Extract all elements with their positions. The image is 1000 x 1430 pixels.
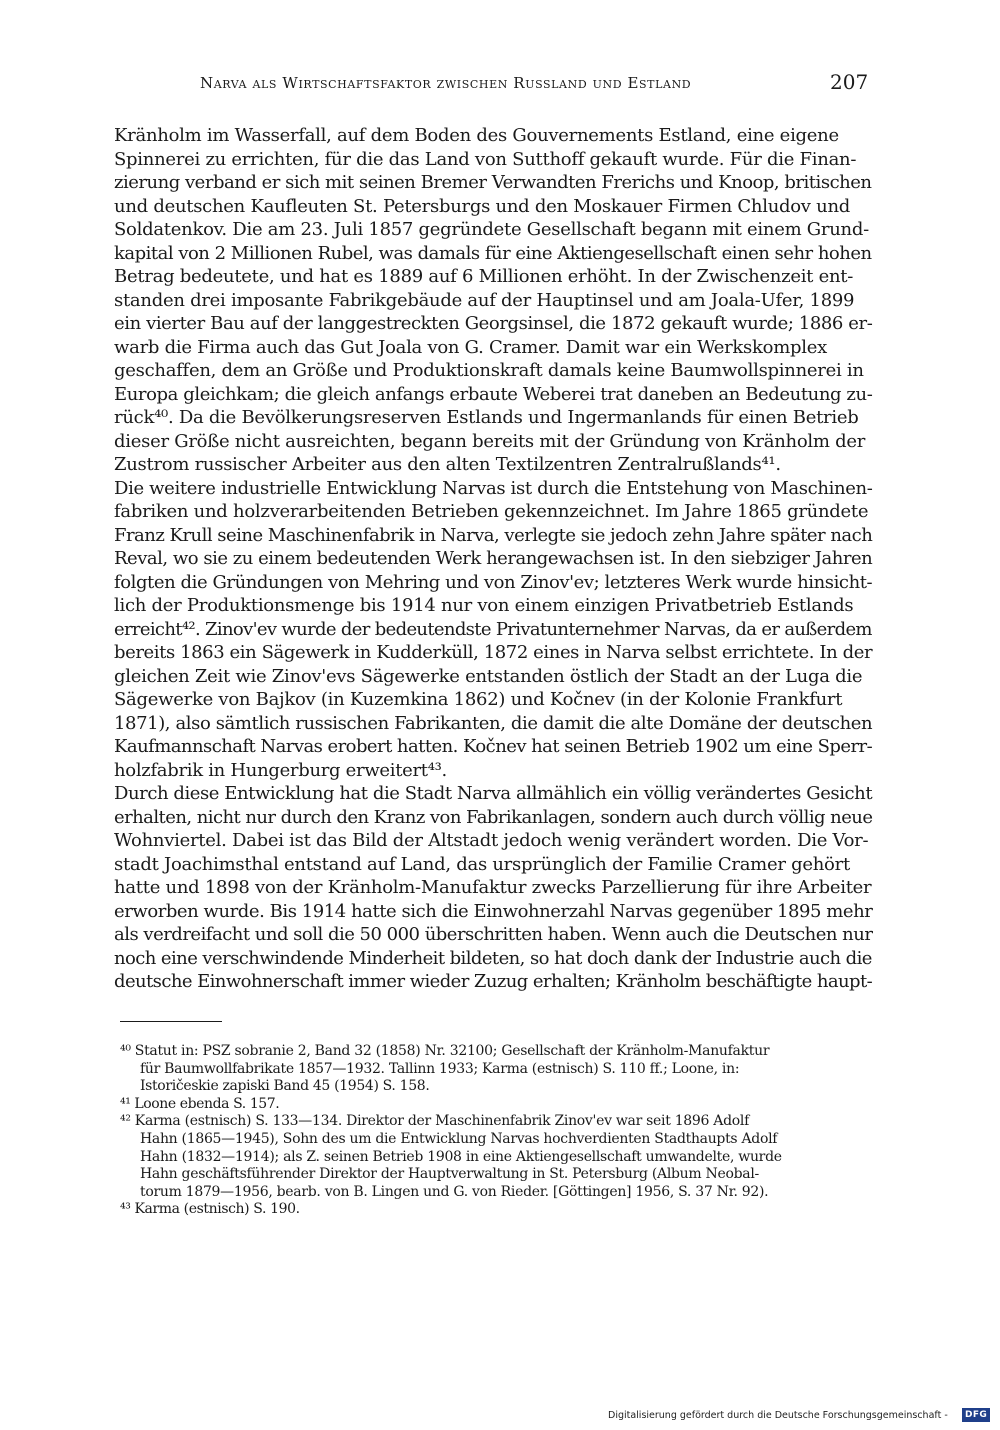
footnote-line: Hahn (1832—1914); als Z. seinen Betrieb 1908 in eine Aktiengesellschaft umwandelte, wurde [140, 1148, 782, 1165]
body-line: deutsche Einwohnerschaft immer wieder Zuzug erhalten; Kränholm beschäftigte haupt- [114, 971, 873, 992]
running-title: Narva als Wirtschaftsfaktor zwischen Russland und Estland [200, 74, 692, 92]
body-line: lich der Produktionsmenge bis 1914 nur von einem einzigen Privatbetrieb Estlands [114, 595, 854, 616]
footnote-line: Hahn (1865—1945), Sohn des um die Entwicklung Narvas hochverdienten Stadthaupts Adolf [140, 1130, 778, 1147]
footnote-line: ⁴⁰ Statut in: PSZ sobranie 2, Band 32 (1858) Nr. 32100; Gesellschaft der Kränholm-Manufaktur [120, 1043, 770, 1059]
body-line: Kaufmannschaft Narvas erobert hatten. Kočnev hat seinen Betrieb 1902 um eine Sperr- [114, 736, 873, 757]
footnote-line: torum 1879—1956, bearb. von B. Lingen und G. von Rieder. [Göttingen] 1956, S. 37 Nr. 92). [140, 1183, 769, 1200]
body-line: ein vierter Bau auf der langgestreckten Georgsinsel, die 1872 gekauft wurde; 1886 er- [114, 313, 873, 334]
body-line: 1871), also sämtlich russischen Fabrikanten, die damit die alte Domäne der deutschen [114, 712, 873, 734]
body-line: warb die Firma auch das Gut Joala von G. Cramer. Damit war ein Werkskomplex [114, 336, 827, 358]
body-line: Die weitere industrielle Entwicklung Narvas ist durch die Entstehung von Maschinen- [114, 477, 873, 499]
body-line: erhalten, nicht nur durch den Kranz von Fabrikanlagen, sondern auch durch völlig neue [114, 806, 873, 828]
footnote-line: für Baumwollfabrikate 1857—1932. Tallinn 1933; Karma (estnisch) S. 110 ff.; Loone, in: [140, 1060, 740, 1077]
body-line: Franz Krull seine Maschinenfabrik in Narva, verlegte sie jedoch zehn Jahre später nach [114, 524, 873, 546]
body-line: kapital von 2 Millionen Rubel, was damals für eine Aktiengesellschaft einen sehr hohen [114, 242, 872, 264]
body-line: Europa gleichkam; die gleich anfangs erbaute Weberei trat daneben an Bedeutung zu- [114, 383, 873, 405]
footnotes [114, 1043, 878, 1219]
footnote-line: Istoričeskie zapiski Band 45 (1954) S. 158. [140, 1078, 430, 1095]
dfg-logo: DFG [962, 1408, 990, 1422]
body-line: als verdreifacht und soll die 50 000 überschritten haben. Wenn auch die Deutschen nur [114, 924, 873, 945]
body-line: rück⁴⁰. Da die Bevölkerungsreserven Estlands und Ingermanlands für einen Betrieb [114, 407, 859, 428]
footnote-line: ⁴³ Karma (estnisch) S. 190. [120, 1201, 300, 1218]
body-line: standen drei imposante Fabrikgebäude auf der Hauptinsel und am Joala-Ufer, 1899 [114, 289, 855, 311]
body-line: gleichen Zeit wie Zinov'evs Sägewerke entstanden östlich der Stadt an der Luga die [114, 665, 863, 687]
body-line: Betrag bedeutete, und hat es 1889 auf 6 Millionen erhöht. In der Zwischenzeit ent- [114, 266, 854, 287]
body-line: Zustrom russischer Arbeiter aus den alten Textilzentren Zentralrußlands⁴¹. [114, 454, 781, 475]
body-line: zierung verband er sich mit seinen Bremer Verwandten Frerichs und Knoop, britischen [114, 172, 872, 193]
body-line: geschaffen, dem an Größe und Produktionskraft damals keine Baumwollspinnerei in [114, 360, 864, 381]
body-line: noch eine verschwindende Minderheit bildeten, so hat doch dank der Industrie auch die [114, 947, 872, 969]
digitization-credit: Digitalisierung gefördert durch die Deutsche Forschungsgemeinschaft - [608, 1410, 948, 1421]
body-line: Spinnerei zu errichten, für die das Land von Sutthoff gekauft wurde. Für die Finan- [114, 148, 857, 170]
body-line: folgten die Gründungen von Mehring und von Zinov'ev; letzteres Werk wurde hinsicht- [114, 571, 873, 593]
footnote-line: ⁴² Karma (estnisch) S. 133—134. Direktor der Maschinenfabrik Zinov'ev war seit 1896 Adolf [120, 1113, 749, 1130]
footnote-line: Hahn geschäftsführender Direktor der Hauptverwaltung in St. Petersburg (Album Neobal- [140, 1166, 759, 1183]
body-line: Soldatenkov. Die am 23. Juli 1857 gegründete Gesellschaft begann mit einem Grund- [114, 219, 869, 240]
body-line: erworben wurde. Bis 1914 hatte sich die Einwohnerzahl Narvas gegenüber 1895 mehr [114, 900, 873, 922]
body-line: Sägewerke von Bajkov (in Kuzemkina 1862) und Kočnev (in der Kolonie Frankfurt [114, 689, 843, 710]
body-line: Reval, wo sie zu einem bedeutenden Werk herangewachsen ist. In den siebziger Jahren [114, 548, 873, 569]
page-number: 207 [830, 70, 869, 94]
body-line: holzfabrik in Hungerburg erweitert⁴³. [114, 759, 447, 781]
body-line: hatte und 1898 von der Kränholm-Manufaktur zwecks Parzellierung für ihre Arbeiter [114, 877, 872, 898]
footnote-divider [120, 1021, 222, 1022]
body-text [114, 124, 874, 994]
body-line: dieser Größe nicht ausreichten, begann bereits mit der Gründung von Kränholm der [114, 430, 866, 452]
body-line: erreicht⁴². Zinov'ev wurde der bedeutendste Privatunternehmer Narvas, da er außerdem [114, 618, 872, 640]
footnote-line: ⁴¹ Loone ebenda S. 157. [120, 1095, 280, 1112]
body-line: und deutschen Kaufleuten St. Petersburgs und den Moskauer Firmen Chludov und [114, 195, 851, 217]
body-line: bereits 1863 ein Sägewerk in Kudderküll, 1872 eines in Narva selbst errichtete. In der [114, 642, 873, 663]
body-line: Durch diese Entwicklung hat die Stadt Narva allmählich ein völlig verändertes Gesicht [114, 783, 873, 804]
body-line: Wohnviertel. Dabei ist das Bild der Altstadt jedoch wenig verändert worden. Die Vor- [114, 830, 869, 851]
body-line: stadt Joachimsthal entstand auf Land, das ursprünglich der Familie Cramer gehört [114, 853, 850, 875]
body-line: fabriken und holzverarbeitenden Betrieben gekennzeichnet. Im Jahre 1865 gründete [114, 501, 869, 522]
body-line: Kränholm im Wasserfall, auf dem Boden des Gouvernements Estland, eine eigene [114, 125, 839, 146]
